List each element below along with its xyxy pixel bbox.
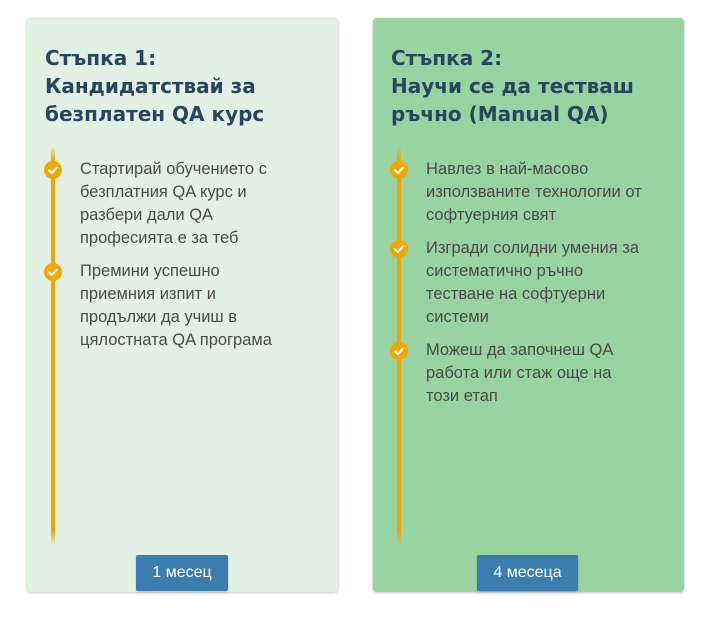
step-item (27, 260, 338, 352)
step-card-1 (27, 18, 338, 592)
step-item-text (426, 339, 666, 408)
duration-badge: 1 месец (136, 555, 228, 591)
step-item-text (426, 237, 666, 329)
step-item-line: Премини успешно (80, 262, 220, 280)
step-title (391, 44, 671, 128)
step-item-line: тестване на софтуерни (426, 285, 606, 303)
step-item-line: цялостната QA програма (80, 331, 272, 349)
step-item-line: системи (426, 308, 489, 326)
step-item-line: Можеш да започнеш QA (426, 341, 614, 359)
step-title-line: Научи се да тестваш (391, 74, 634, 98)
step-item-text (80, 260, 320, 352)
step-title-line: Стъпка 2: (391, 46, 503, 70)
step-item-line: продължи да учиш в (80, 308, 238, 326)
step-item-line: Навлез в най-масово (426, 160, 589, 178)
step-item-line: софтуерния свят (426, 206, 557, 224)
step-item-text (426, 158, 666, 227)
step-items (373, 158, 684, 418)
step-item-line: систематично ръчно (426, 262, 584, 280)
check-circle-icon (44, 263, 62, 281)
step-item (27, 158, 338, 250)
step-item (373, 237, 684, 329)
step-item-line: приемния изпит и (80, 285, 216, 303)
step-item-line: този етап (426, 387, 498, 405)
duration-badge: 4 месеца (477, 555, 578, 591)
step-title-line: ръчно (Manual QA) (391, 102, 609, 126)
step-title (45, 44, 325, 128)
step-title-line: Кандидатствай за (45, 74, 256, 98)
step-items (27, 158, 338, 362)
step-item-line: разбери дали QA (80, 206, 214, 224)
step-item-line: Стартирай обучението с (80, 160, 267, 178)
check-circle-icon (390, 240, 408, 258)
step-item-line: Изгради солидни умения за (426, 239, 640, 257)
step-title-line: Стъпка 1: (45, 46, 157, 70)
check-circle-icon (390, 342, 408, 360)
step-item-line: професията е за теб (80, 229, 239, 247)
step-item-text (80, 158, 320, 250)
step-item (373, 158, 684, 227)
step-item-line: работа или стаж още на (426, 364, 612, 382)
step-title-line: безплатен QA курс (45, 102, 265, 126)
step-item-line: безплатния QA курс и (80, 183, 247, 201)
step-item (373, 339, 684, 408)
check-circle-icon (44, 161, 62, 179)
check-circle-icon (390, 161, 408, 179)
step-card-2 (373, 18, 684, 592)
step-item-line: използваните технологии от (426, 183, 642, 201)
